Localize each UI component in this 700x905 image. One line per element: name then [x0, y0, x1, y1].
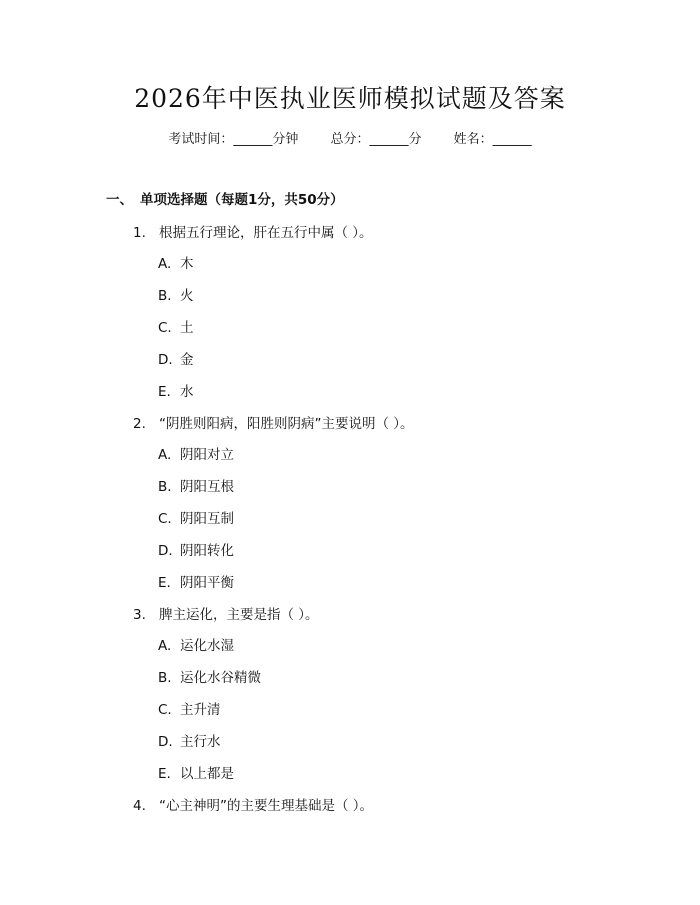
- option-2d: [158, 541, 234, 561]
- option-2e: [158, 573, 234, 593]
- option-text: 水: [180, 384, 194, 400]
- option-1d: [158, 350, 194, 370]
- option-letter: A.: [158, 256, 172, 272]
- option-letter: A.: [158, 447, 172, 463]
- option-3a: [158, 636, 234, 656]
- question-text: 根据五行理论，肝在五行中属（ ）。: [159, 225, 373, 241]
- option-text: 主行水: [180, 734, 221, 750]
- option-letter: C.: [158, 511, 172, 527]
- total-score-field: 总分：______分: [330, 132, 422, 147]
- option-letter: D.: [158, 734, 173, 750]
- option-3b: [158, 668, 261, 688]
- option-text: 阴阳对立: [180, 447, 234, 463]
- option-letter: B.: [158, 288, 172, 304]
- option-text: 以上都是: [180, 766, 234, 782]
- option-2c: [158, 509, 234, 529]
- option-letter: B.: [158, 479, 172, 495]
- option-1a: [158, 254, 194, 274]
- question-number: 4.: [133, 798, 146, 814]
- option-1b: [158, 286, 194, 306]
- option-text: 主升清: [180, 702, 221, 718]
- option-text: 金: [180, 352, 194, 368]
- option-2a: [158, 445, 234, 465]
- option-text: 阴阳转化: [180, 543, 234, 559]
- option-3c: [158, 700, 221, 720]
- option-3e: [158, 764, 234, 784]
- option-letter: B.: [158, 670, 172, 686]
- exam-info: [0, 131, 700, 149]
- exam-time-field: 考试时间：______分钟: [168, 132, 299, 147]
- question-number: 1.: [133, 225, 146, 241]
- option-letter: D.: [158, 543, 173, 559]
- option-text: 土: [180, 320, 194, 336]
- option-2b: [158, 477, 234, 497]
- option-letter: E.: [158, 575, 171, 591]
- name-field: 姓名：______: [453, 132, 532, 147]
- question-number: 2.: [133, 416, 146, 432]
- option-letter: C.: [158, 702, 172, 718]
- question-number: 3.: [133, 607, 146, 623]
- option-letter: D.: [158, 352, 173, 368]
- question-text: “阴胜则阳病，阳胜则阴病”主要说明（ ）。: [159, 416, 414, 432]
- option-text: 阴阳互制: [180, 511, 234, 527]
- option-1e: [158, 382, 194, 402]
- option-letter: E.: [158, 384, 171, 400]
- question-2: [133, 414, 414, 434]
- question-text: “心主神明”的主要生理基础是（ ）。: [159, 798, 374, 814]
- option-letter: C.: [158, 320, 172, 336]
- section-title: 单项选择题（每题1分，共50分）: [140, 192, 344, 208]
- section-heading: [106, 190, 344, 210]
- option-1c: [158, 318, 194, 338]
- question-text: 脾主运化，主要是指（ ）。: [159, 607, 319, 623]
- option-text: 火: [180, 288, 194, 304]
- option-letter: A.: [158, 638, 172, 654]
- question-4: [133, 796, 373, 816]
- option-text: 木: [180, 256, 194, 272]
- option-text: 运化水谷精微: [180, 670, 261, 686]
- section-number: 一、: [106, 192, 133, 208]
- option-text: 运化水湿: [180, 638, 234, 654]
- option-text: 阴阳平衡: [180, 575, 234, 591]
- question-1: [133, 223, 373, 243]
- option-text: 阴阳互根: [180, 479, 234, 495]
- page-title: 2026年中医执业医师模拟试题及答案: [134, 84, 566, 113]
- option-3d: [158, 732, 221, 752]
- option-letter: E.: [158, 766, 171, 782]
- question-3: [133, 605, 319, 625]
